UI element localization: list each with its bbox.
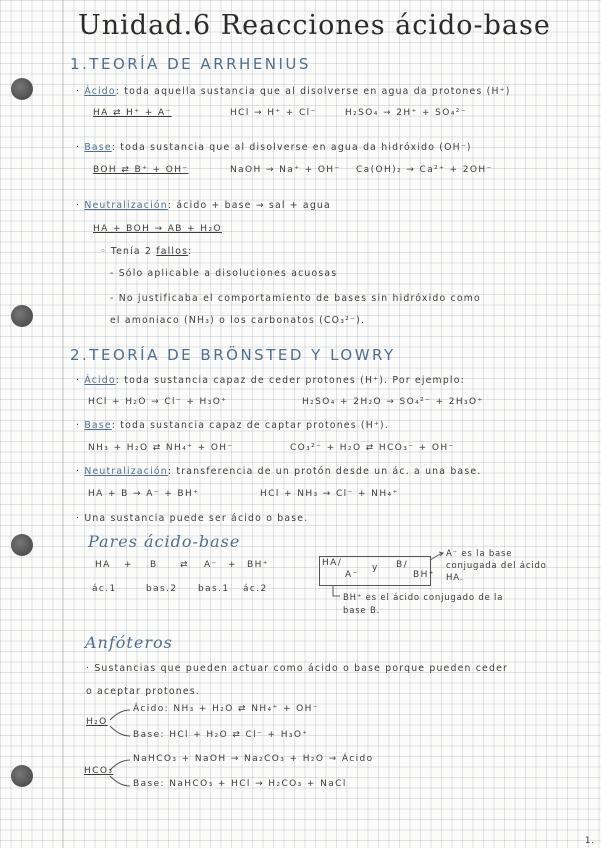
label-h2o: H₂O [86, 717, 108, 727]
box-y: y [372, 563, 379, 573]
formula: HA + B → A⁻ + BH⁺ [88, 489, 200, 499]
formula: HCl + NH₃ → Cl⁻ + NH₄⁺ [260, 489, 399, 499]
label-hco3: HCO₃ [84, 766, 114, 776]
label-bas1: bas.1 [198, 584, 230, 594]
pares-note-1: HA. [446, 573, 464, 583]
arrhenius-base-definition: · Base: toda sustancia que al disolverse en agua da hidróxido (OH⁻) [76, 142, 472, 153]
bronsted-base-definition: · Base: toda sustancia capaz de captar protones (H⁺). [76, 420, 390, 431]
pares-note-2: base B. [343, 606, 381, 616]
subheading-anfoteros: Anfóteros [85, 633, 173, 652]
bronsted-neutralizacion: · Neutralización: transferencia de un protón desde un ác. a una base. [76, 466, 482, 477]
anfoteros-def: o aceptar protones. [86, 686, 200, 697]
h2o-base: Base: HCl + H₂O ⇄ Cl⁻ + H₃O⁺ [133, 730, 309, 740]
page-number: 1. [585, 836, 595, 846]
formula: H₂SO₄ → 2H⁺ + SO₄²⁻ [345, 108, 467, 118]
formula: Ca(OH)₂ → Ca²⁺ + 2OH⁻ [356, 165, 493, 175]
box-ha: HA/ [322, 558, 343, 568]
hco3-base: Base: NaHCO₃ + HCl → H₂CO₃ + NaCl [133, 779, 347, 789]
formula: HCl → H⁺ + Cl⁻ [230, 108, 317, 118]
fallo-1: - Sólo aplicable a disoluciones acuosas [110, 268, 338, 279]
label-ac2: ác.2 [243, 584, 268, 594]
pares-note-2: BH⁺ es el ácido conjugado de la [343, 593, 504, 603]
formula: HA + BOH → AB + H₂O [93, 224, 222, 234]
formula: ⇄ [180, 560, 189, 570]
label-ac1: ác.1 [92, 584, 117, 594]
formula: B [150, 560, 158, 570]
page-title: Unidad.6 Reacciones ácido-base [78, 10, 551, 41]
arrhenius-neutralizacion: · Neutralización: ácido + base → sal + agua [76, 200, 331, 211]
formula: A⁻ [204, 560, 218, 570]
formula: H₂SO₄ + 2H₂O → SO₄²⁻ + 2H₃O⁺ [302, 397, 484, 407]
section-heading-arrhenius: 1.TEORÍA DE ARRHENIUS [70, 55, 311, 73]
subheading-pares: Pares ácido-base [88, 532, 241, 551]
formula: NaOH → Na⁺ + OH⁻ [230, 165, 341, 175]
label-bas2: bas.2 [146, 584, 178, 594]
arrhenius-acido-definition: · Ácido: toda aquella sustancia que al disolverse en agua da protones (H⁺) [76, 86, 511, 97]
fallos-intro: ◦ Tenía 2 fallos: [100, 246, 193, 257]
fallo-2: - No justificaba el comportamiento de bases sin hidróxido como [110, 293, 481, 304]
bronsted-acido-definition: · Ácido: toda sustancia capaz de ceder protones (H⁺). Por ejemplo: [76, 375, 465, 386]
pares-note-1: conjugada del ácido [446, 561, 547, 571]
formula: NH₃ + H₂O ⇄ NH₄⁺ + OH⁻ [88, 443, 234, 453]
bronsted-note: · Una sustancia puede ser ácido o base. [76, 513, 309, 524]
box-b: B/ [396, 560, 409, 570]
formula: + [124, 560, 133, 570]
formula: CO₃²⁻ + H₂O ⇄ HCO₃⁻ + OH⁻ [290, 443, 455, 453]
formula: BOH ⇄ B⁺ + OH⁻ [93, 165, 189, 175]
formula: HCl + H₂O → Cl⁻ + H₃O⁺ [88, 397, 228, 407]
anfoteros-def: · Sustancias que pueden actuar como ácido o base porque pueden ceder [86, 663, 509, 674]
box-a: A⁻ [345, 570, 359, 580]
formula: BH⁺ [247, 560, 269, 570]
section-heading-bronsted: 2.TEORÍA DE BRÖNSTED Y LOWRY [70, 346, 396, 364]
formula: HA [95, 560, 111, 570]
formula: + [228, 560, 237, 570]
fallo-2-cont: el amoniaco (NH₃) o los carbonatos (CO₃²⁻). [110, 315, 366, 326]
box-bh: BH⁺ [413, 570, 435, 580]
h2o-acido: Ácido: NH₃ + H₂O ⇄ NH₄⁺ + OH⁻ [133, 704, 319, 714]
formula: HA ⇄ H⁺ + A⁻ [93, 108, 172, 118]
hco3-acido: NaHCO₃ + NaOH → Na₂CO₃ + H₂O → Ácido [133, 754, 374, 764]
pares-note-1: A⁻ es la base [446, 549, 513, 559]
